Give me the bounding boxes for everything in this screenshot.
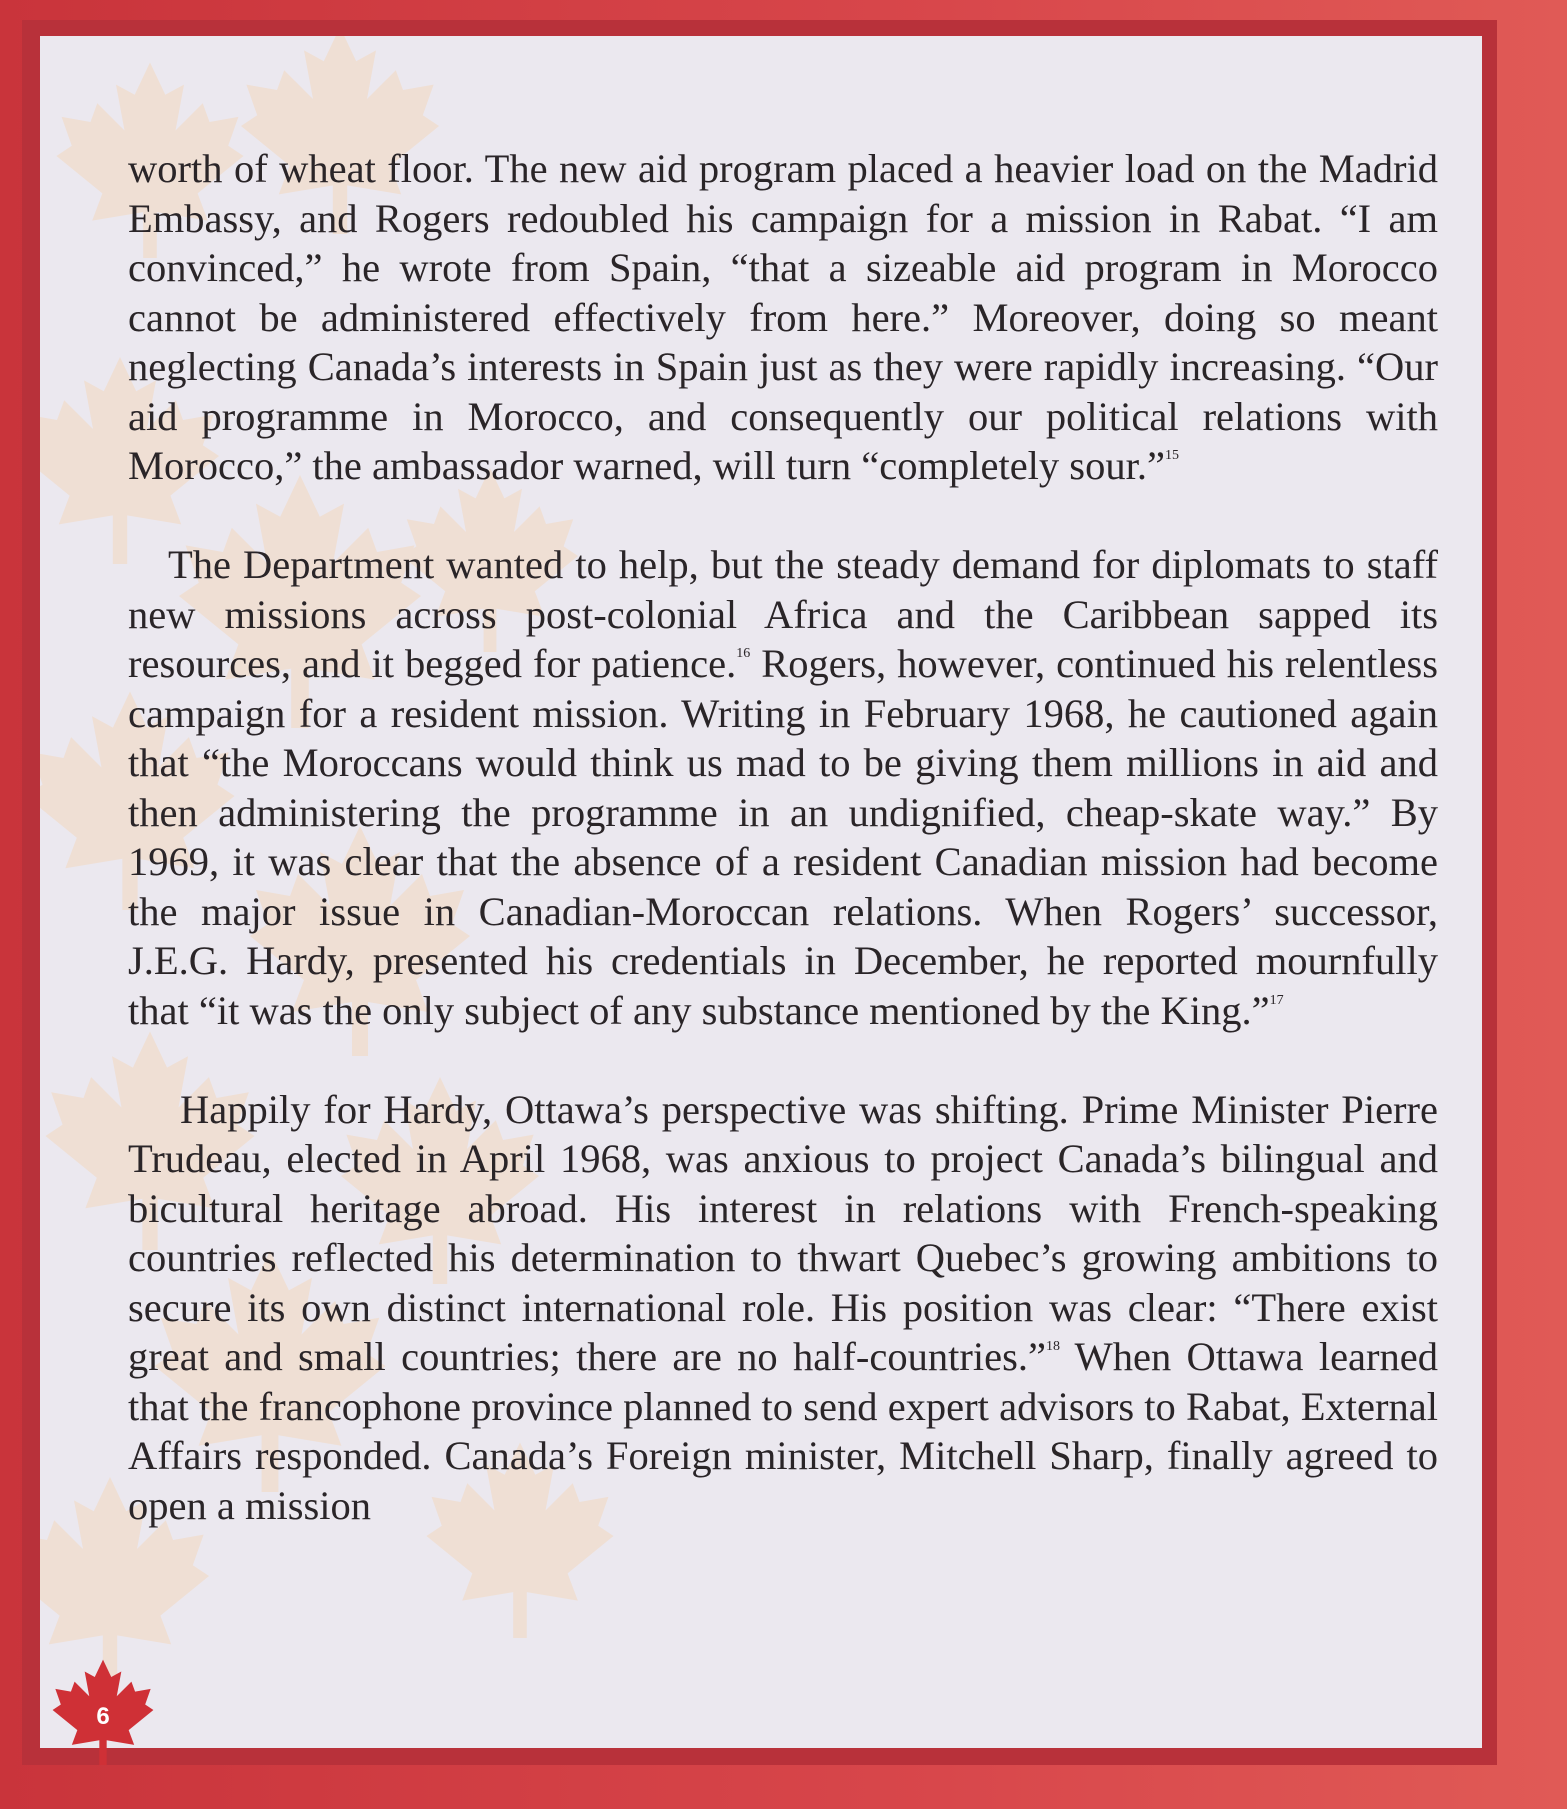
footnote-marker: 18 [1045,1339,1060,1354]
footnote-marker: 15 [1164,448,1179,463]
footnote-marker: 16 [736,646,751,661]
paragraph-1 [128,144,1438,491]
page-panel [40,36,1482,1748]
page-number: 6 [96,1703,110,1730]
paragraph-text: When Ottawa learned that the francophone province planned to send expert advisors to Rabat, External Affairs responded. Canada’s Foreign minister, Mitchell Sharp, finally agreed to open a mission [128,1334,1438,1528]
body-text [128,144,1438,1530]
paragraph-2 [128,540,1438,1035]
paragraph-text: Happily for Hardy, Ottawa’s perspective was shifting. Prime Minister Pierre Trudeau, elected in April 1968, was anxious to project Canada’s bilingual and bicultural heritage abroad. His interest in relations with French-speaking countries reflected his determination to thwart Quebec’s growing ambitions to secure its own distinct international role. His position was clear: “There exist great and small countries; there are no half-countries.” [128,1086,1438,1379]
paragraph-text: Rogers, however, continued his relentless campaign for a resident mission. Writing in February 1968, he cautioned again that “the Moroccans would think us mad to be giving them millions in aid and then administering the programme in an undignified, cheap-skate way.” By 1969, it was clear that the absence of a resident Canadian mission had become the major issue in Canadian-Moroccan relations. When Rogers’ successor, J.E.G. Hardy, presented his credentials in December, he reported mournfully that “it was the only subject of any substance mentioned by the King.” [128,641,1438,1033]
page-number-badge [48,1655,158,1765]
paragraph-3 [128,1085,1438,1531]
paragraph-text: worth of wheat floor. The new aid program placed a heavier load on the Madrid Embassy, and Rogers redoubled his campaign for a mission in Rabat. “I am convinced,” he wrote from Spain, “that a sizeable aid program in Morocco cannot be administered effectively from here.” Moreover, doing so meant neglecting Canada’s interests in Spain just as they were rapidly increasing. “Our aid programme in Morocco, and consequently our political relations with Morocco,” the ambassador warned, will turn “completely sour.” [128,146,1438,488]
footnote-marker: 17 [1269,992,1284,1008]
paragraph-text: The Department wanted to help, but the steady demand for diplomats to staff new missions across post-colonial Africa and the Caribbean sapped its resources, and it begged for patience. [128,542,1438,686]
